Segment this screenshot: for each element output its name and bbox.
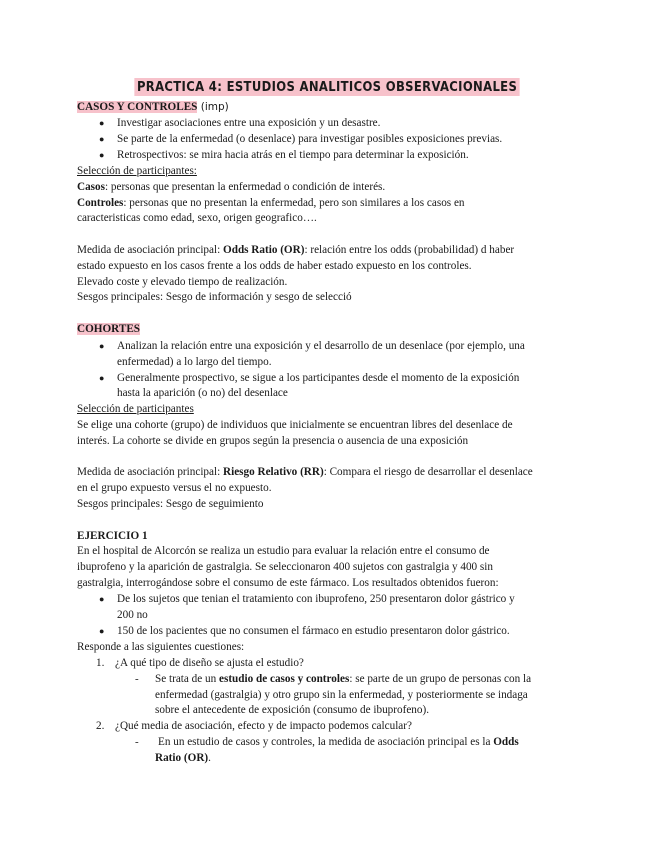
title-wrapper: [0, 78, 655, 96]
cohortes-medida-bold: Riesgo Relativo (RR): [223, 466, 324, 478]
ejercicio-paragraph-1: En el hospital de Alcorcón se realiza un estudio para evaluar la relación entre el consumo de: [77, 545, 490, 557]
answer-2-bold-2: Ratio (OR): [155, 752, 209, 764]
casos-heading-line: [77, 100, 229, 114]
casos-medida-text-1: : relación entre los odds (probabilidad) d haber: [304, 244, 515, 256]
cohortes-medida-line-1: [77, 465, 533, 479]
casos-bullet-2: Se parte de la enfermedad (o desenlace) para investigar posibles exposiciones previas.: [117, 133, 503, 145]
casos-medida-bold: Odds Ratio (OR): [223, 244, 305, 256]
cohortes-heading-line: [77, 322, 140, 336]
cohortes-bullet-2b: hasta la aparición (o no) del desenlace: [117, 387, 288, 399]
ejercicio-bullet-1b: 200 no: [117, 609, 148, 621]
question-2-number: 2.: [96, 720, 105, 732]
bullet-dot-icon: ●: [99, 594, 105, 604]
casos-seleccion-heading: Selección de participantes:: [77, 165, 197, 177]
answer-1-line-3: sobre el antecedente de exposición (consumo de ibuprofeno).: [155, 704, 429, 716]
answer-2-bold-1: Odds: [493, 736, 519, 748]
answer-1-line-2: enfermedad (gastralgia) y otro grupo sin la enfermedad, y posteriormente se indaga: [155, 689, 528, 701]
cohortes-bullet-1b: enfermedad) a lo largo del tiempo.: [117, 356, 272, 368]
answer-1-line-1: [155, 672, 531, 686]
controles-text-2: caracteristicas como edad, sexo, origen geografico….: [77, 212, 317, 224]
cohortes-seleccion-heading: Selección de participantes: [77, 403, 194, 415]
controles-text-1: : personas que no presentan la enfermedad, pero son similares a los casos en: [123, 197, 465, 209]
casos-label: Casos: [77, 181, 105, 193]
page-title: PRACTICA 4: ESTUDIOS ANALITICOS OBSERVACIONALES: [135, 78, 520, 96]
answer-1-bold: estudio de casos y controles: [219, 673, 350, 685]
bullet-dot-icon: ●: [99, 373, 105, 383]
bullet-dot-icon: ●: [99, 626, 105, 636]
bullet-dot-icon: ●: [99, 118, 105, 128]
ejercicio-bullet-2: 150 de los pacientes que no consumen el fármaco en estudio presentaron dolor gástrico.: [117, 625, 510, 637]
casos-heading-note: (imp): [197, 101, 229, 113]
controles-label: Controles: [77, 197, 124, 209]
bullet-dot-icon: ●: [99, 341, 105, 351]
cohortes-medida-prefix: Medida de asociación principal:: [77, 466, 224, 478]
ejercicio-paragraph-3: gastralgia, interrogándose sobre el consumo de este fármaco. Los resultados obtenidos fueron:: [77, 577, 499, 589]
casos-text: : personas que presentan la enfermedad o condición de interés.: [104, 181, 386, 193]
answer-1-prefix: Se trata de un: [155, 673, 219, 685]
casos-sesgos: Sesgos principales: Sesgo de información y sesgo de selecció: [77, 291, 352, 303]
answer-2-line-2: [155, 751, 211, 765]
casos-coste: Elevado coste y elevado tiempo de realización.: [77, 276, 288, 288]
controles-definition: [77, 196, 465, 210]
ejercicio-heading: [77, 529, 148, 543]
question-2: ¿Qué media de asociación, efecto y de impacto podemos calcular?: [115, 720, 412, 732]
ejercicio-paragraph-2: ibuprofeno y la aparición de gastralgia. Se seleccionaron 400 sujetos con gastralgia y 400 sin: [77, 561, 493, 573]
casos-bullet-1: Investigar asociaciones entre una exposición y un desastre.: [117, 117, 381, 129]
ejercicio-heading-text: EJERCICIO 1: [77, 530, 148, 542]
casos-bullet-3: Retrospectivos: se mira hacia atrás en el tiempo para determinar la exposición.: [117, 149, 469, 161]
ejercicio-bullet-1a: De los sujetos que tenian el tratamiento con ibuprofeno, 250 presentaron dolor gástrico y: [117, 593, 515, 605]
casos-medida-prefix: Medida de asociación principal:: [77, 244, 224, 256]
ejercicio-responde: Responde a las siguientes cuestiones:: [77, 641, 245, 653]
question-1: ¿A qué tipo de diseño se ajusta el estudio?: [115, 657, 304, 669]
cohortes-text-1: Se elige una cohorte (grupo) de individuos que inicialmente se encuentran libres del desenlace de: [77, 419, 513, 431]
casos-medida-line-2: estado expuesto en los casos frente a los odds de haber estado expuesto en los controles.: [77, 260, 472, 272]
cohortes-bullet-2a: Generalmente prospectivo, se sigue a los participantes desde el momento de la exposición: [117, 372, 520, 384]
answer-2-end: .: [208, 752, 211, 764]
dash-icon: -: [135, 673, 139, 685]
bullet-dot-icon: ●: [99, 150, 105, 160]
cohortes-sesgos: Sesgos principales: Sesgo de seguimiento: [77, 498, 264, 510]
answer-2-text-1: En un estudio de casos y controles, la medida de asociación principal es la: [158, 736, 494, 748]
dash-icon: -: [135, 736, 139, 748]
casos-definition: [77, 180, 385, 194]
answer-1-text-1: : se parte de un grupo de personas con la: [349, 673, 532, 685]
answer-2-line-1: [158, 735, 519, 749]
cohortes-medida-line-2: en el grupo expuesto versus el no expuesto.: [77, 482, 272, 494]
cohortes-heading: COHORTES: [77, 323, 141, 335]
casos-heading: CASOS Y CONTROLES: [77, 101, 198, 113]
casos-medida-line-1: [77, 243, 514, 257]
cohortes-text-2: interés. La cohorte se divide en grupos según la presencia o ausencia de una exposición: [77, 435, 469, 447]
cohortes-medida-text-1: : Compara el riesgo de desarrollar el desenlace: [323, 466, 533, 478]
question-1-number: 1.: [96, 657, 105, 669]
bullet-dot-icon: ●: [99, 134, 105, 144]
cohortes-bullet-1a: Analizan la relación entre una exposición y el desarrollo de un desenlace (por ejemplo, una: [117, 340, 525, 352]
